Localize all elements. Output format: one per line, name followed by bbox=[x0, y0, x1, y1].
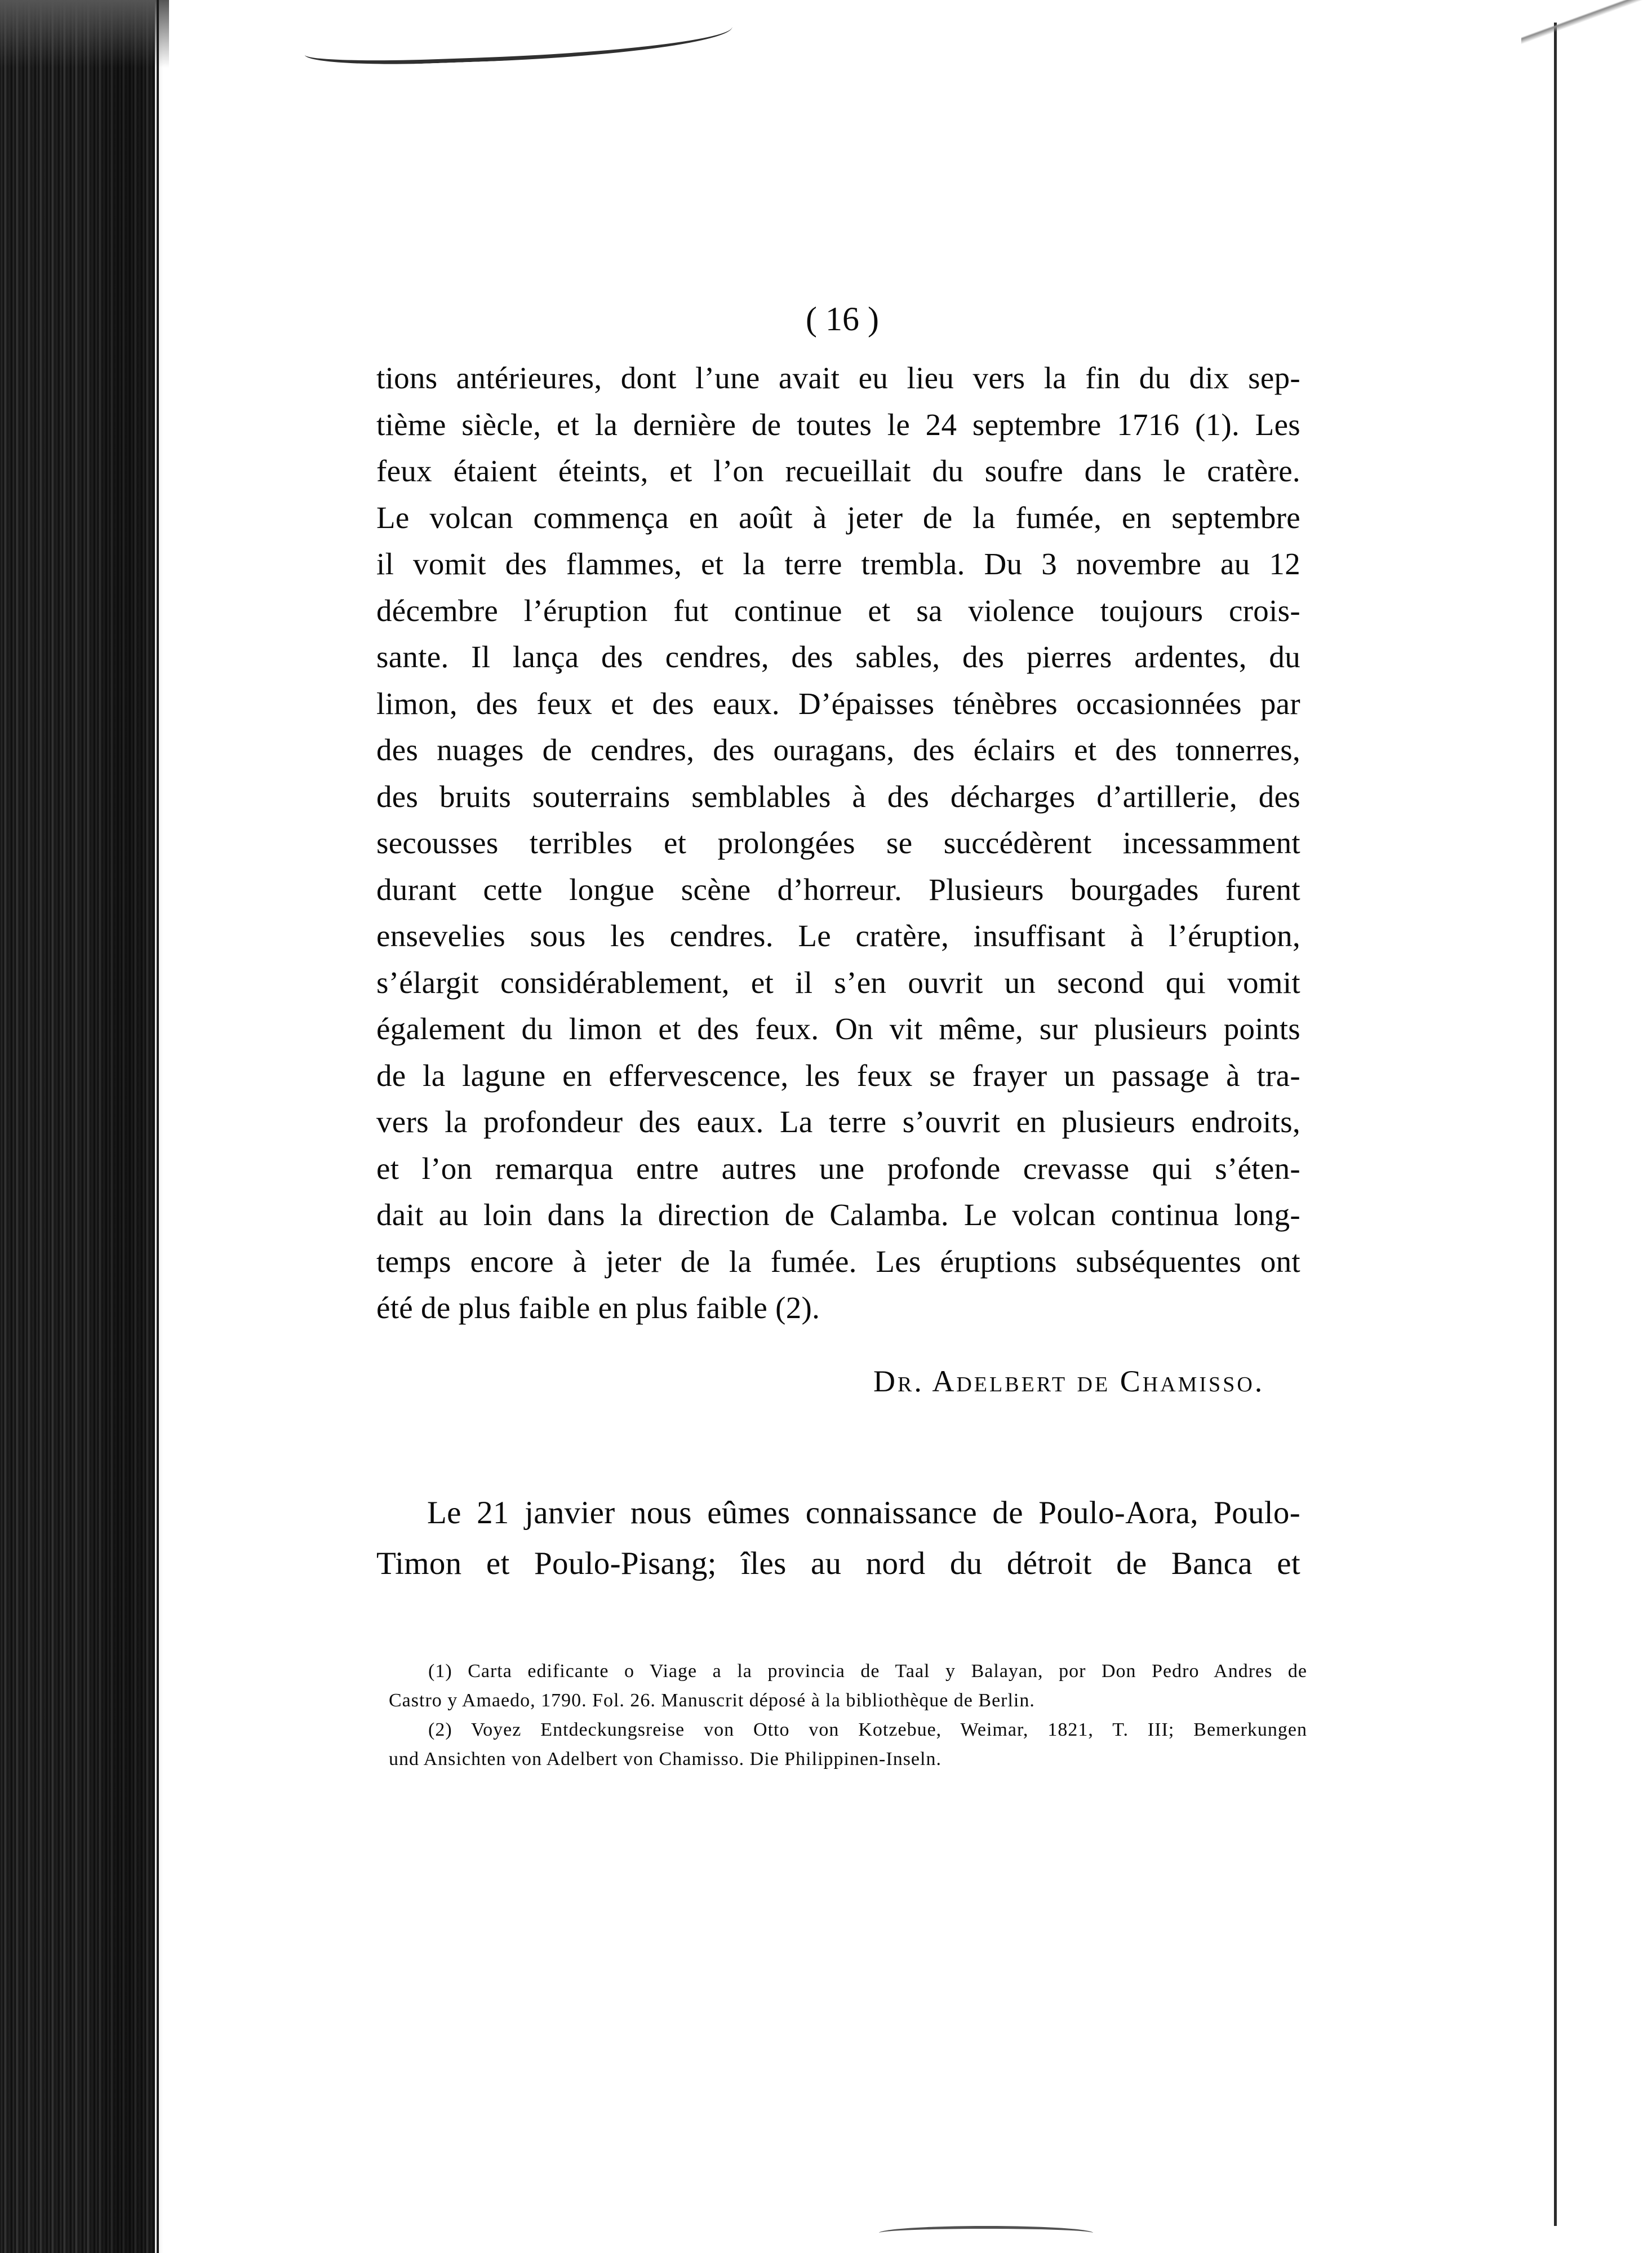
text-line: et l’on remarqua entre autres une profonde crevasse qui s’éten- bbox=[376, 1151, 1300, 1186]
footnote-line: Castro y Amaedo, 1790. Fol. 26. Manuscrit déposé à la bibliothèque de Berlin. bbox=[389, 1690, 1035, 1711]
footnote-line: (1) Carta edificante o Viage a la provincia de Taal y Balayan, por Don Pedro Andres de bbox=[428, 1661, 1307, 1682]
text-line: secousses terribles et prolongées se succédèrent incessamment bbox=[376, 826, 1300, 860]
second-paragraph bbox=[376, 1488, 1300, 1589]
footnote-line: (2) Voyez Entdeckungsreise von Otto von Kotzebue, Weimar, 1821, T. III; Bemerkungen bbox=[428, 1719, 1307, 1740]
top-ink-mark bbox=[304, 10, 733, 68]
text-line: feux étaient éteints, et l’on recueillait du soufre dans le cratère. bbox=[376, 454, 1300, 488]
text-line: de la lagune en effervescence, les feux se frayer un passage à tra- bbox=[376, 1058, 1300, 1093]
page-edge-line bbox=[157, 0, 159, 2253]
text-line: également du limon et des feux. On vit même, sur plusieurs points bbox=[376, 1012, 1300, 1046]
text-line: dait au loin dans la direction de Calamba. Le volcan continua long- bbox=[376, 1198, 1300, 1232]
right-margin-line bbox=[1554, 23, 1557, 2226]
text-line: temps encore à jeter de la fumée. Les éruptions subséquentes ont bbox=[376, 1244, 1300, 1279]
text-line: limon, des feux et des eaux. D’épaisses ténèbres occasionnées par bbox=[376, 686, 1300, 721]
text-line: Le volcan commença en août à jeter de la fumée, en septembre bbox=[376, 500, 1300, 535]
binding-shadow bbox=[85, 0, 163, 2253]
text-line: décembre l’éruption fut continue et sa violence toujours crois- bbox=[376, 593, 1300, 628]
binding-top-shadow bbox=[0, 0, 169, 68]
footnotes bbox=[389, 1657, 1307, 1774]
page-number: ( 16 ) bbox=[806, 300, 879, 338]
body-paragraph bbox=[376, 355, 1300, 1332]
text-line: s’élargit considérablement, et il s’en ouvrit un second qui vomit bbox=[376, 965, 1300, 1000]
text-line: sante. Il lança des cendres, des sables, des pierres ardentes, du bbox=[376, 640, 1300, 674]
bottom-ink-mark bbox=[879, 2226, 1093, 2240]
corner-mark bbox=[1521, 0, 1652, 45]
text-line: il vomit des flammes, et la terre trembla. Du 3 novembre au 12 bbox=[376, 547, 1300, 581]
text-line: des bruits souterrains semblables à des décharges d’artillerie, des bbox=[376, 779, 1300, 814]
text-line: des nuages de cendres, des ouragans, des éclairs et des tonnerres, bbox=[376, 733, 1300, 767]
author-signature: Dr. Adelbert de Chamisso. bbox=[873, 1364, 1265, 1398]
footnote-line: und Ansichten von Adelbert von Chamisso. Die Philippinen-Inseln. bbox=[389, 1749, 942, 1769]
text-line: tième siècle, et la dernière de toutes le 24 septembre 1716 (1). Les bbox=[376, 407, 1300, 442]
text-line: ensevelies sous les cendres. Le cratère, insuffisant à l’éruption, bbox=[376, 919, 1300, 953]
text-line: vers la profondeur des eaux. La terre s’ouvrit en plusieurs endroits, bbox=[376, 1105, 1300, 1139]
text-line: été de plus faible en plus faible (2). bbox=[376, 1290, 820, 1325]
text-line: durant cette longue scène d’horreur. Plusieurs bourgades furent bbox=[376, 872, 1300, 907]
text-line: tions antérieures, dont l’une avait eu lieu vers la fin du dix sep- bbox=[376, 361, 1300, 395]
text-line: Le 21 janvier nous eûmes connaissance de Poulo-Aora, Poulo- bbox=[427, 1495, 1300, 1531]
text-line: Timon et Poulo-Pisang; îles au nord du détroit de Banca et bbox=[376, 1546, 1300, 1581]
